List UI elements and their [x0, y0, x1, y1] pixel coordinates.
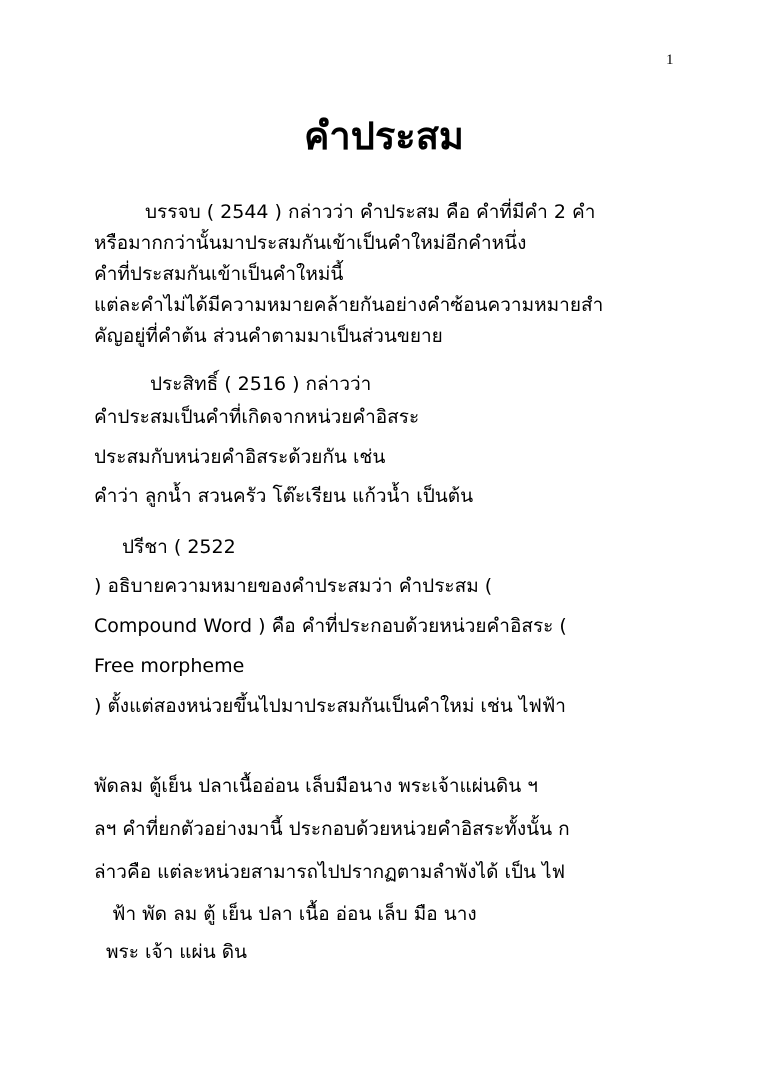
- paragraph-line: หรือมากกว่านั้นมาประสมกันเข้าเป็นคำใหม่อีกคำหนึ่ง: [94, 232, 527, 254]
- paragraph-line: ประสิทธิ์ ( 2516 ) กล่าวว่า: [150, 373, 372, 395]
- paragraph-line: ประสมกับหน่วยคำอิสระด้วยกัน เช่น: [94, 446, 386, 468]
- paragraph-line: Compound Word ) คือ คำที่ประกอบด้วยหน่วยคำอิสระ (: [94, 615, 567, 637]
- paragraph-line: ล่าวคือ แต่ละหน่วยสามารถไปปรากฏตามลำพังได้ เป็น ไฟ: [94, 861, 566, 883]
- paragraph-line: ปรีชา ( 2522: [122, 536, 236, 558]
- page-title: คำประสม: [304, 114, 464, 158]
- page-number: 1: [666, 52, 674, 68]
- paragraph-line: ลฯ คำที่ยกตัวอย่างมานี้ ประกอบด้วยหน่วยคำอิสระทั้งนั้น ก: [94, 818, 570, 840]
- paragraph-line: คำที่ประสมกันเข้าเป็นคำใหม่นี้: [94, 263, 344, 285]
- paragraph-line: ฟ้า พัด ลม ตู้ เย็น ปลา เนื้อ อ่อน เล็บ มือ นาง: [112, 903, 477, 925]
- paragraph-line: คำประสมเป็นคำที่เกิดจากหน่วยคำอิสระ: [94, 406, 420, 428]
- paragraph-line: Free morpheme: [94, 655, 245, 677]
- paragraph-line: ) อธิบายความหมายของคำประสมว่า คำประสม (: [94, 575, 493, 597]
- paragraph-line: พัดลม ตู้เย็น ปลาเนื้ออ่อน เล็บมือนาง พระเจ้าแผ่นดิน ฯ: [94, 775, 538, 797]
- paragraph-line: บรรจบ ( 2544 ) กล่าวว่า คำประสม คือ คำที่มีคำ 2 คำ: [145, 201, 596, 223]
- paragraph-line: คำว่า ลูกน้ำ สวนครัว โต๊ะเรียน แก้วน้ำ เป็นต้น: [94, 485, 474, 507]
- paragraph-line: คัญอยู่ที่คำต้น ส่วนคำตามมาเป็นส่วนขยาย: [94, 325, 443, 347]
- paragraph-line: ) ตั้งแต่สองหน่วยขึ้นไปมาประสมกันเป็นคำใหม่ เช่น ไฟฟ้า: [94, 695, 566, 717]
- paragraph-line: พระ เจ้า แผ่น ดิน: [106, 941, 248, 963]
- paragraph-line: แต่ละคำไม่ได้มีความหมายคล้ายกันอย่างคำซ้อนความหมายสำ: [94, 294, 604, 316]
